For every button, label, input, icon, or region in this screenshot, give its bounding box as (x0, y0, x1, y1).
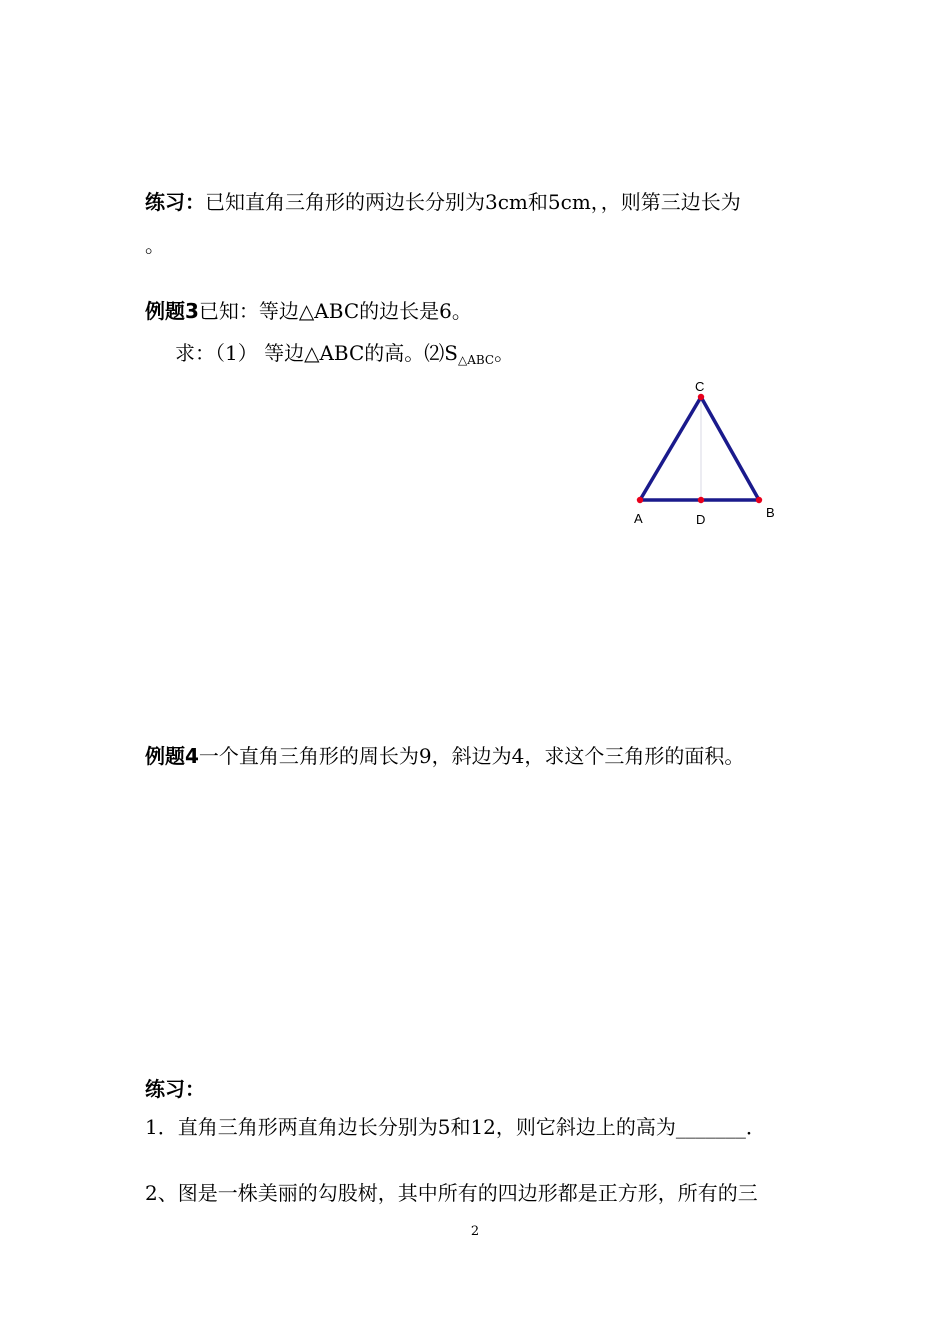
example-4-label: 例题4 (145, 744, 199, 768)
example-3-question-text: 求：（1） 等边△ABC的高。⑵S (175, 341, 458, 365)
example-3-question-end: 。 (494, 341, 515, 365)
practice-2-label: 练习： (145, 1077, 205, 1101)
label-a: A (634, 511, 643, 526)
example-3 (145, 298, 472, 324)
practice-1-continuation: 。 (145, 233, 165, 257)
practice-2-item-1: 1．直角三角形两直角边长分别为5和12，则它斜边上的高为_______． (145, 1115, 766, 1139)
example-3-subscript: △ABC (457, 353, 495, 367)
example-4-text: 一个直角三角形的周长为9，斜边为4，求这个三角形的面积。 (198, 744, 745, 768)
example-3-label: 例题3 (145, 299, 199, 323)
triangle-abc (640, 397, 759, 500)
label-d: D (696, 512, 706, 527)
example-4 (145, 743, 744, 769)
page-number: 2 (470, 1224, 480, 1239)
point-b (756, 497, 762, 503)
triangle-diagram (620, 375, 820, 535)
practice-2-item-2: 2、图是一株美丽的勾股树，其中所有的四边形都是正方形，所有的三 (145, 1181, 758, 1205)
point-c (698, 394, 704, 400)
example-3-question (175, 340, 514, 369)
example-3-text: 已知：等边△ABC的边长是6。 (198, 299, 472, 323)
point-a (637, 497, 643, 503)
practice-1 (145, 189, 741, 215)
label-c: C (695, 379, 705, 394)
practice-1-label: 练习： (145, 190, 205, 214)
practice-1-text: 已知直角三角形的两边长分别为3cm和5cm，，则第三边长为 (205, 190, 741, 214)
label-b: B (766, 505, 775, 520)
point-d (698, 497, 704, 503)
